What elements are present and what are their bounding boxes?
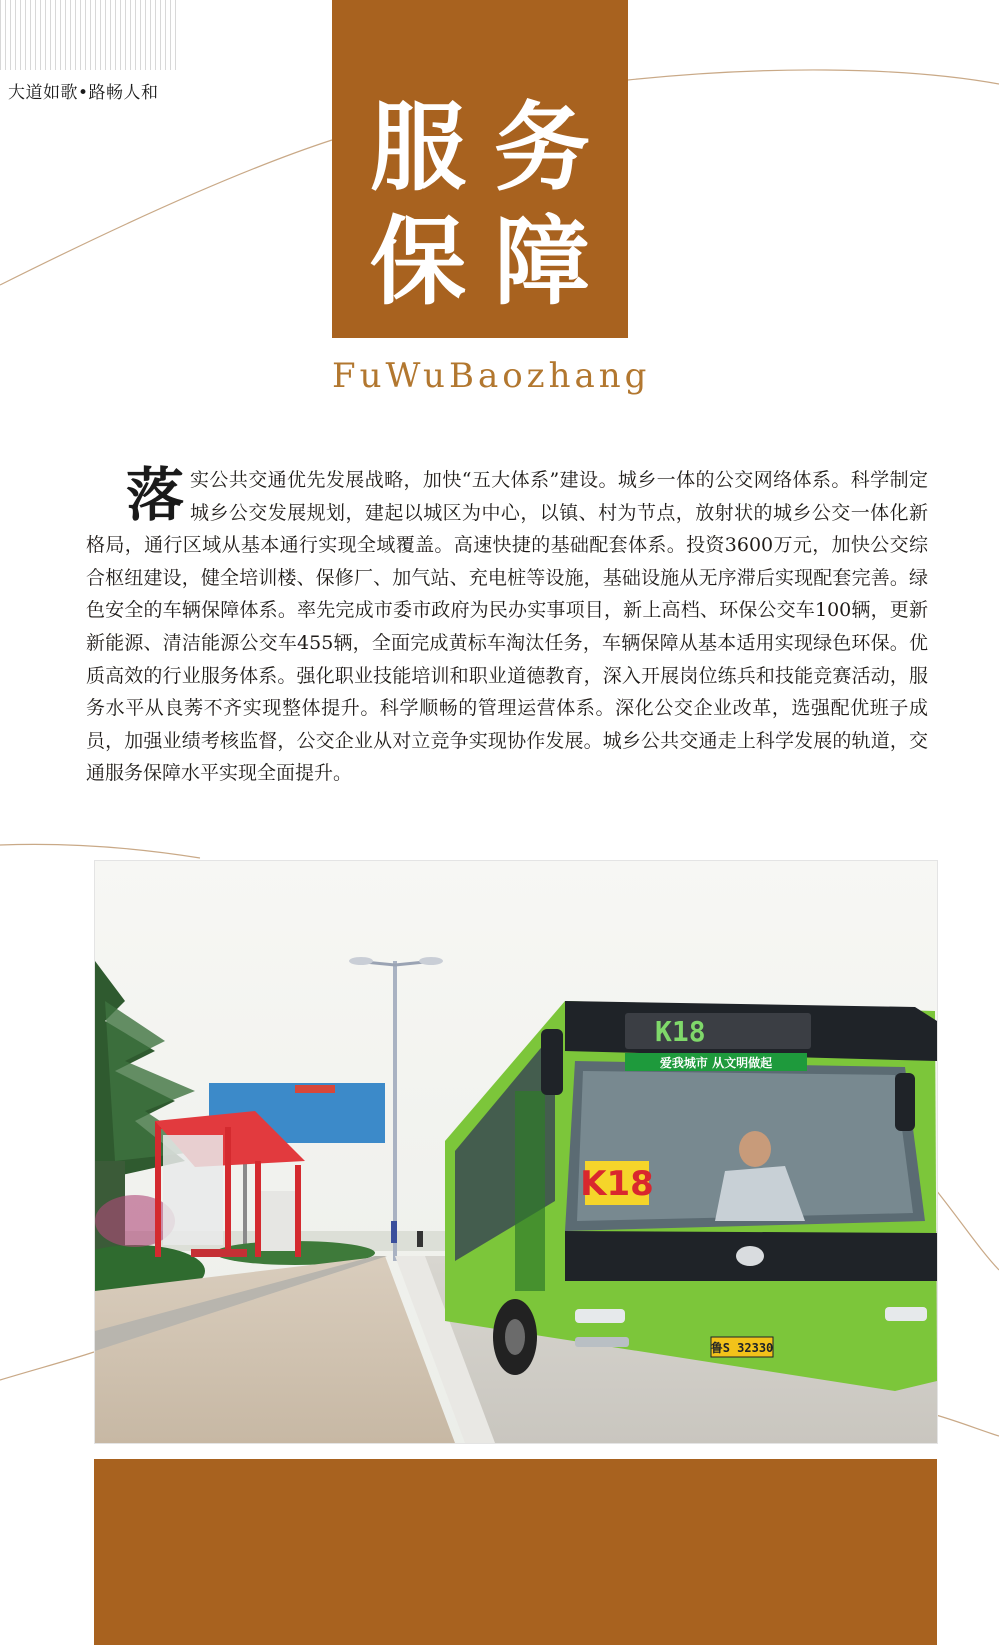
- title-line-2: 保障: [370, 205, 618, 318]
- article-body: [86, 461, 928, 790]
- bus-banner: 爱我城市 从文明做起: [659, 1056, 773, 1070]
- bus-photo-illustration: [95, 861, 937, 1443]
- title-line-1: 服务: [370, 91, 618, 204]
- license-plate: 鲁S 32330: [710, 1341, 774, 1355]
- title-pinyin: FuWuBaozhang: [332, 356, 651, 396]
- bus-photo: [94, 860, 938, 1444]
- article-paragraph: 实公共交通优先发展战略，加快“五大体系”建设。城乡一体的公交网络体系。科学制定城乡公交发展规划，建起以城区为中心，以镇、村为节点，放射状的城乡公交一体化新格局，通行区域从基本通行实现全域覆盖。高速快捷的基础配套体系。投资3600万元，加快公交综合枢纽建设，健全培训楼、保修厂、加气站、充电桩等设施，基础设施从无序滞后实现配套完善。绿色安全的车辆保障体系。率先完成市委市政府为民办实事项目，新上高档、环保公交车100辆，更新新能源、清洁能源公交车455辆，全面完成黄标车淘汰任务，车辆保障从基本适用实现绿色环保。优质高效的行业服务体系。强化职业技能培训和职业道德教育，深入开展岗位练兵和技能竞赛活动，服务水平从良莠不齐实现整体提升。科学顺畅的管理运营体系。深化公交企业改革，选强配优班子成员，加强业绩考核监督，公交企业从对立竞争实现协作发展。城乡公共交通走上科学发展的轨道，交通服务保障水平实现全面提升。: [86, 469, 928, 785]
- drop-cap: 落: [126, 461, 185, 529]
- title-block: [332, 0, 628, 338]
- top-hatch-pattern: [0, 0, 178, 70]
- bottom-color-block: [94, 1459, 937, 1645]
- windshield-route-card: K18: [580, 1164, 654, 1204]
- running-head: 大道如歌•路畅人和: [8, 83, 159, 103]
- route-sign: K18: [655, 1015, 706, 1048]
